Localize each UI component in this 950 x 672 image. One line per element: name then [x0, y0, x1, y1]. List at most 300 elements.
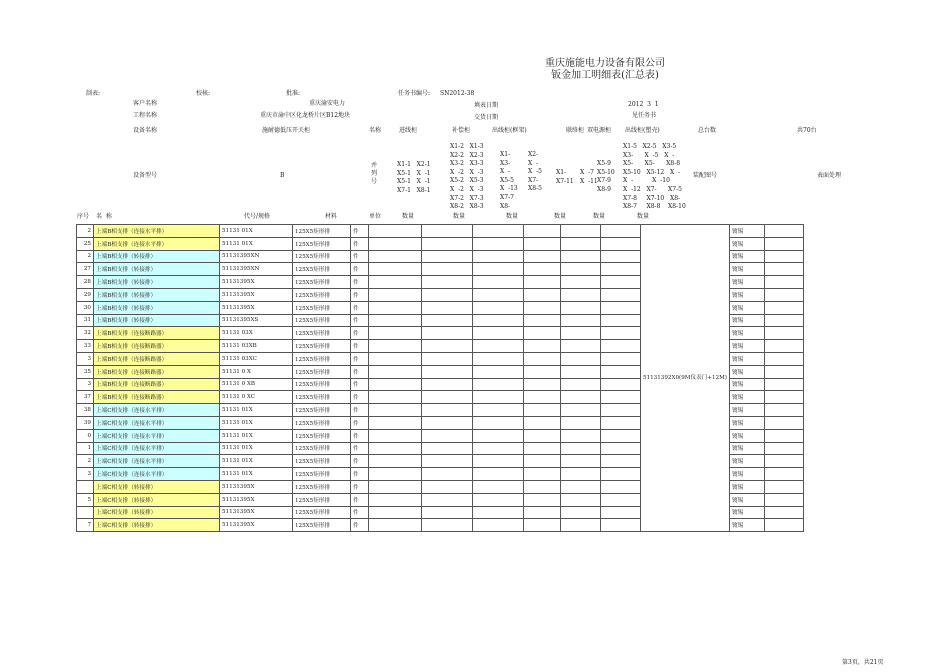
row-seq-cell: 0 — [77, 429, 94, 442]
row-qty-cell — [561, 468, 601, 481]
row-seq-cell: 28 — [77, 276, 94, 289]
row-remark-cell — [764, 263, 803, 276]
row-name-cell: 上端C相支排（转接排） — [94, 480, 220, 493]
row-qty-cell — [369, 250, 422, 263]
compensation-cabinet-numbers: X1-2 X1-3 X2-2 X2-3 X3-2 X3-3 X -2 X -3 X5-2 X5-3 X -2 X -3 X7-2 X7-3 X8-2 X8-3 — [450, 143, 484, 211]
row-name-cell: 上端C相支排（连接水平排） — [94, 416, 220, 429]
customer-value: 重庆渝安电力 — [309, 100, 346, 107]
row-unit-cell: 件 — [351, 442, 369, 455]
row-qty-cell — [369, 276, 422, 289]
row-remark-cell — [764, 455, 803, 468]
row-qty-cell — [561, 378, 601, 391]
row-remark-cell — [764, 493, 803, 506]
row-qty-cell — [524, 365, 561, 378]
row-material-cell: 125X5矩形排 — [293, 365, 351, 378]
row-seq-cell: 2 — [77, 455, 94, 468]
row-qty-cell — [369, 391, 422, 404]
row-remark-cell — [764, 404, 803, 417]
row-surface-cell: 镀锡 — [729, 288, 764, 301]
row-qty-cell — [473, 327, 524, 340]
row-unit-cell: 件 — [351, 365, 369, 378]
row-qty-cell — [561, 480, 601, 493]
row-name-cell: 上端C相支排（连接水平排） — [94, 468, 220, 481]
row-unit-cell: 件 — [351, 225, 369, 238]
approved-by-label: 批准: — [286, 90, 301, 97]
row-qty-cell — [601, 480, 641, 493]
name-label: 名称 — [369, 127, 382, 134]
row-material-cell: 125X5矩形排 — [293, 288, 351, 301]
col-header-qty-3: 数量 — [506, 213, 519, 220]
row-name-cell: 上端C相支排（转接排） — [94, 506, 220, 519]
row-name-cell: 上端C相支排（转接排） — [94, 493, 220, 506]
row-qty-cell — [601, 225, 641, 238]
row-unit-cell: 件 — [351, 429, 369, 442]
row-qty-cell — [561, 225, 601, 238]
row-name-cell: 上端B相支排（转接排） — [94, 288, 220, 301]
row-qty-cell — [561, 352, 601, 365]
cabinet-type-compensation: 补偿柜 — [452, 127, 471, 134]
row-qty-cell — [473, 340, 524, 353]
row-qty-cell — [524, 340, 561, 353]
row-qty-cell — [601, 301, 641, 314]
col-header-qty-6: 数量 — [637, 213, 650, 220]
row-code-cell: 51131395X — [220, 493, 293, 506]
row-surface-cell: 镀锡 — [729, 225, 764, 238]
row-qty-cell — [422, 301, 473, 314]
model-label: 设备型号 — [133, 172, 158, 179]
row-qty-cell — [473, 519, 524, 532]
row-qty-cell — [369, 263, 422, 276]
row-qty-cell — [524, 237, 561, 250]
row-material-cell: 125X5矩形排 — [293, 314, 351, 327]
checked-by-label: 校核: — [196, 90, 211, 97]
row-remark-cell — [764, 480, 803, 493]
table-row — [77, 225, 804, 238]
row-qty-cell — [369, 416, 422, 429]
row-qty-cell — [561, 340, 601, 353]
row-remark-cell — [764, 288, 803, 301]
row-material-cell: 125X5矩形排 — [293, 263, 351, 276]
row-qty-cell — [601, 455, 641, 468]
row-qty-cell — [601, 365, 641, 378]
row-material-cell: 125X5矩形排 — [293, 237, 351, 250]
row-qty-cell — [422, 429, 473, 442]
row-qty-cell — [601, 468, 641, 481]
row-qty-cell — [473, 263, 524, 276]
row-seq-cell: 33 — [77, 340, 94, 353]
row-qty-cell — [422, 468, 473, 481]
row-qty-cell — [601, 340, 641, 353]
row-material-cell: 125X5矩形排 — [293, 429, 351, 442]
row-code-cell: 51131395X — [220, 288, 293, 301]
row-qty-cell — [422, 519, 473, 532]
row-qty-cell — [369, 429, 422, 442]
row-unit-cell: 件 — [351, 250, 369, 263]
row-name-cell: 上端C相支排（连接水平排） — [94, 455, 220, 468]
row-name-cell: 上端B相支排（连接断路器） — [94, 365, 220, 378]
document-title: 钣金加工明细表(汇总表) — [551, 70, 659, 81]
row-code-cell: 51131395X — [220, 506, 293, 519]
row-qty-cell — [422, 455, 473, 468]
row-seq-cell: 1 — [77, 442, 94, 455]
row-seq-cell: 2 — [77, 225, 94, 238]
row-qty-cell — [473, 493, 524, 506]
row-seq-cell: 31 — [77, 314, 94, 327]
row-qty-cell — [524, 352, 561, 365]
delivery-value: 见任务书 — [632, 112, 657, 119]
row-qty-cell — [369, 468, 422, 481]
row-name-cell: 上端B相支排（连接水平排） — [94, 237, 220, 250]
row-qty-cell — [422, 327, 473, 340]
row-qty-cell — [524, 404, 561, 417]
row-material-cell: 125X5矩形排 — [293, 493, 351, 506]
row-qty-cell — [473, 506, 524, 519]
row-qty-cell — [422, 237, 473, 250]
row-unit-cell: 件 — [351, 314, 369, 327]
row-remark-cell — [764, 442, 803, 455]
row-remark-cell — [764, 468, 803, 481]
project-value: 重庆市渝中区化龙桥片区B12地块 — [260, 112, 351, 119]
row-material-cell: 125X5矩形排 — [293, 352, 351, 365]
row-code-cell: 51131395X — [220, 276, 293, 289]
row-seq-cell: 27 — [77, 263, 94, 276]
row-material-cell: 125X5矩形排 — [293, 455, 351, 468]
row-code-cell: 51131395X — [220, 519, 293, 532]
row-unit-cell: 件 — [351, 288, 369, 301]
row-surface-cell: 镀锡 — [729, 314, 764, 327]
cabinet-no-label: 并列号 — [371, 162, 378, 185]
tie-cabinet-numbers: X1- X7-11 — [556, 169, 574, 185]
row-qty-cell — [369, 506, 422, 519]
row-qty-cell — [369, 352, 422, 365]
parts-table — [76, 224, 804, 532]
row-surface-cell: 镀锡 — [729, 352, 764, 365]
row-qty-cell — [524, 378, 561, 391]
row-qty-cell — [473, 391, 524, 404]
row-qty-cell — [524, 429, 561, 442]
task-no-label: 任务书编号: — [398, 90, 431, 97]
row-material-cell: 125X5矩形排 — [293, 416, 351, 429]
row-qty-cell — [473, 301, 524, 314]
assembly-drawing-cell: 51131392X0(9M仪表门+12M) — [641, 225, 730, 532]
row-surface-cell: 镀锡 — [729, 327, 764, 340]
row-qty-cell — [601, 429, 641, 442]
row-remark-cell — [764, 352, 803, 365]
row-qty-cell — [369, 237, 422, 250]
row-unit-cell: 件 — [351, 263, 369, 276]
row-qty-cell — [561, 519, 601, 532]
row-qty-cell — [473, 352, 524, 365]
row-qty-cell — [473, 404, 524, 417]
row-remark-cell — [764, 429, 803, 442]
row-remark-cell — [764, 276, 803, 289]
row-unit-cell: 件 — [351, 506, 369, 519]
row-material-cell: 125X5矩形排 — [293, 442, 351, 455]
row-qty-cell — [369, 378, 422, 391]
row-surface-cell: 镀锡 — [729, 404, 764, 417]
row-remark-cell — [764, 391, 803, 404]
row-code-cell: 51131395XS — [220, 314, 293, 327]
customer-label: 客户名称 — [133, 100, 158, 107]
row-code-cell: 51131 01X — [220, 404, 293, 417]
cabinet-type-tie: 联络柜 — [566, 127, 585, 134]
row-remark-cell — [764, 225, 803, 238]
row-qty-cell — [422, 340, 473, 353]
row-qty-cell — [524, 519, 561, 532]
row-qty-cell — [422, 276, 473, 289]
row-qty-cell — [601, 276, 641, 289]
row-qty-cell — [561, 327, 601, 340]
page-indicator: 第3页，共21页 — [842, 659, 884, 666]
row-material-cell: 125X5矩形排 — [293, 404, 351, 417]
row-unit-cell: 件 — [351, 237, 369, 250]
row-qty-cell — [422, 288, 473, 301]
row-qty-cell — [473, 378, 524, 391]
row-qty-cell — [601, 327, 641, 340]
row-qty-cell — [561, 455, 601, 468]
row-qty-cell — [561, 314, 601, 327]
row-code-cell: 51131 0 XC — [220, 391, 293, 404]
incoming-cabinet-numbers: X1-1 X2-1 X5-1 X -1 X5-1 X -1 X7-1 X8-1 — [397, 161, 431, 194]
row-qty-cell — [524, 455, 561, 468]
row-seq-cell: 38 — [77, 404, 94, 417]
row-qty-cell — [369, 404, 422, 417]
row-qty-cell — [369, 480, 422, 493]
row-qty-cell — [524, 263, 561, 276]
row-remark-cell — [764, 250, 803, 263]
row-qty-cell — [473, 480, 524, 493]
row-surface-cell: 镀锡 — [729, 378, 764, 391]
row-remark-cell — [764, 301, 803, 314]
row-seq-cell: 35 — [77, 365, 94, 378]
row-qty-cell — [561, 493, 601, 506]
row-code-cell: 51131 01X — [220, 429, 293, 442]
row-material-cell: 125X5矩形排 — [293, 225, 351, 238]
row-qty-cell — [422, 250, 473, 263]
row-code-cell: 51131 01X — [220, 442, 293, 455]
row-unit-cell: 件 — [351, 378, 369, 391]
row-remark-cell — [764, 519, 803, 532]
row-remark-cell — [764, 314, 803, 327]
row-qty-cell — [601, 288, 641, 301]
row-qty-cell — [524, 225, 561, 238]
equipment-value: 施耐德低压开关柜 — [262, 127, 311, 134]
row-qty-cell — [473, 429, 524, 442]
col-header-qty-2: 数量 — [453, 213, 466, 220]
row-qty-cell — [422, 263, 473, 276]
row-unit-cell: 件 — [351, 468, 369, 481]
row-qty-cell — [524, 288, 561, 301]
row-seq-cell: 2 — [77, 250, 94, 263]
row-code-cell: 51131 03X — [220, 327, 293, 340]
row-name-cell: 上端C相支排（连接水平排） — [94, 442, 220, 455]
drawing-no-label: 装配图号 — [693, 172, 718, 179]
row-qty-cell — [561, 250, 601, 263]
row-code-cell: 51131395XN — [220, 250, 293, 263]
row-qty-cell — [561, 404, 601, 417]
row-material-cell: 125X5矩形排 — [293, 378, 351, 391]
col-header-unit: 单位 — [369, 213, 382, 220]
row-qty-cell — [369, 225, 422, 238]
row-remark-cell — [764, 378, 803, 391]
row-surface-cell: 镀锡 — [729, 276, 764, 289]
row-material-cell: 125X5矩形排 — [293, 391, 351, 404]
row-seq-cell: 32 — [77, 327, 94, 340]
row-qty-cell — [561, 429, 601, 442]
row-surface-cell: 镀锡 — [729, 416, 764, 429]
row-remark-cell — [764, 340, 803, 353]
row-unit-cell: 件 — [351, 327, 369, 340]
row-seq-cell: 3 — [77, 378, 94, 391]
row-qty-cell — [601, 493, 641, 506]
row-name-cell: 上端B相支排（转接排） — [94, 276, 220, 289]
row-qty-cell — [369, 340, 422, 353]
row-qty-cell — [369, 519, 422, 532]
made-by-label: 制表: — [86, 90, 101, 97]
row-qty-cell — [473, 288, 524, 301]
row-code-cell: 51131395X — [220, 301, 293, 314]
row-material-cell: 125X5矩形排 — [293, 519, 351, 532]
row-seq-cell: 25 — [77, 237, 94, 250]
row-qty-cell — [601, 237, 641, 250]
row-code-cell: 51131 03XB — [220, 340, 293, 353]
row-code-cell: 51131 01X — [220, 237, 293, 250]
row-qty-cell — [473, 314, 524, 327]
row-qty-cell — [369, 314, 422, 327]
row-qty-cell — [601, 416, 641, 429]
row-unit-cell: 件 — [351, 455, 369, 468]
row-unit-cell: 件 — [351, 416, 369, 429]
dual-power-cabinet-numbers: X -7 X -11 — [580, 169, 598, 185]
cabinet-type-incoming: 进线柜 — [399, 127, 418, 134]
row-qty-cell — [473, 276, 524, 289]
row-qty-cell — [473, 455, 524, 468]
row-seq-cell: 37 — [77, 391, 94, 404]
row-qty-cell — [561, 288, 601, 301]
row-qty-cell — [601, 442, 641, 455]
row-name-cell: 上端C相支排（连接水平排） — [94, 429, 220, 442]
row-name-cell: 上端B相支排（连接断路器） — [94, 340, 220, 353]
fill-date-label: 填表日期 — [474, 102, 499, 109]
row-qty-cell — [422, 314, 473, 327]
row-qty-cell — [369, 365, 422, 378]
project-label: 工程名称 — [133, 112, 158, 119]
row-seq-cell: 7 — [77, 519, 94, 532]
row-seq-cell — [77, 506, 94, 519]
row-seq-cell: 3 — [77, 468, 94, 481]
row-seq-cell: 3 — [77, 352, 94, 365]
row-unit-cell: 件 — [351, 352, 369, 365]
row-qty-cell — [561, 237, 601, 250]
task-no: SN2012-38 — [440, 90, 475, 97]
row-qty-cell — [422, 352, 473, 365]
row-name-cell: 上端B相支排（转接排） — [94, 250, 220, 263]
row-code-cell: 51131 0 XB — [220, 378, 293, 391]
row-qty-cell — [473, 365, 524, 378]
row-surface-cell: 镀锡 — [729, 480, 764, 493]
col-header-qty-4: 数量 — [554, 213, 567, 220]
row-code-cell: 51131 03XC — [220, 352, 293, 365]
row-qty-cell — [369, 442, 422, 455]
row-remark-cell — [764, 327, 803, 340]
row-surface-cell: 镀锡 — [729, 340, 764, 353]
row-qty-cell — [561, 365, 601, 378]
row-qty-cell — [473, 250, 524, 263]
row-surface-cell: 镀锡 — [729, 237, 764, 250]
col-header-name: 名 称 — [96, 213, 112, 220]
row-qty-cell — [601, 391, 641, 404]
row-qty-cell — [524, 506, 561, 519]
row-qty-cell — [561, 263, 601, 276]
row-qty-cell — [561, 416, 601, 429]
row-qty-cell — [561, 506, 601, 519]
row-surface-cell: 镀锡 — [729, 391, 764, 404]
row-qty-cell — [524, 442, 561, 455]
row-unit-cell: 件 — [351, 276, 369, 289]
row-qty-cell — [473, 468, 524, 481]
row-qty-cell — [524, 314, 561, 327]
row-qty-cell — [369, 327, 422, 340]
row-material-cell: 125X5矩形排 — [293, 468, 351, 481]
row-material-cell: 125X5矩形排 — [293, 276, 351, 289]
row-code-cell: 51131 01X — [220, 455, 293, 468]
row-name-cell: 上端B相支排（连接断路器） — [94, 352, 220, 365]
row-qty-cell — [524, 468, 561, 481]
row-remark-cell — [764, 237, 803, 250]
row-qty-cell — [524, 391, 561, 404]
row-qty-cell — [369, 301, 422, 314]
row-qty-cell — [601, 404, 641, 417]
row-remark-cell — [764, 416, 803, 429]
row-name-cell: 上端C相支排（转接排） — [94, 519, 220, 532]
row-name-cell: 上端B相支排（连接断路器） — [94, 378, 220, 391]
row-qty-cell — [524, 480, 561, 493]
row-surface-cell: 镀锡 — [729, 519, 764, 532]
row-qty-cell — [561, 276, 601, 289]
row-qty-cell — [561, 301, 601, 314]
row-material-cell: 125X5矩形排 — [293, 250, 351, 263]
row-qty-cell — [524, 250, 561, 263]
row-qty-cell — [473, 225, 524, 238]
company-name: 重庆施能电力设备有限公司 — [545, 58, 665, 69]
row-material-cell: 125X5矩形排 — [293, 340, 351, 353]
row-remark-cell — [764, 506, 803, 519]
row-qty-cell — [524, 301, 561, 314]
row-surface-cell: 镀锡 — [729, 468, 764, 481]
row-surface-cell: 镀锡 — [729, 365, 764, 378]
row-qty-cell — [369, 288, 422, 301]
row-qty-cell — [524, 416, 561, 429]
feeder-mccb-numbers-a: X5-9 X5-10 X7-9 X8-9 — [597, 160, 615, 193]
row-code-cell: 51131395XN — [220, 263, 293, 276]
cabinet-type-feeder-mccb: 出线柜(塑壳) — [625, 127, 660, 134]
row-qty-cell — [601, 352, 641, 365]
row-name-cell: 上端B相支排（连接断路器） — [94, 327, 220, 340]
row-surface-cell: 镀锡 — [729, 442, 764, 455]
delivery-label: 交货日期 — [474, 114, 499, 121]
row-qty-cell — [422, 225, 473, 238]
row-name-cell: 上端C相支排（连接水平排） — [94, 404, 220, 417]
row-seq-cell: 30 — [77, 301, 94, 314]
row-unit-cell: 件 — [351, 404, 369, 417]
row-qty-cell — [369, 455, 422, 468]
row-qty-cell — [473, 442, 524, 455]
row-code-cell: 51131 01X — [220, 416, 293, 429]
row-qty-cell — [422, 506, 473, 519]
row-remark-cell — [764, 365, 803, 378]
col-header-code: 代号/规格 — [244, 213, 271, 220]
row-surface-cell: 镀锡 — [729, 301, 764, 314]
